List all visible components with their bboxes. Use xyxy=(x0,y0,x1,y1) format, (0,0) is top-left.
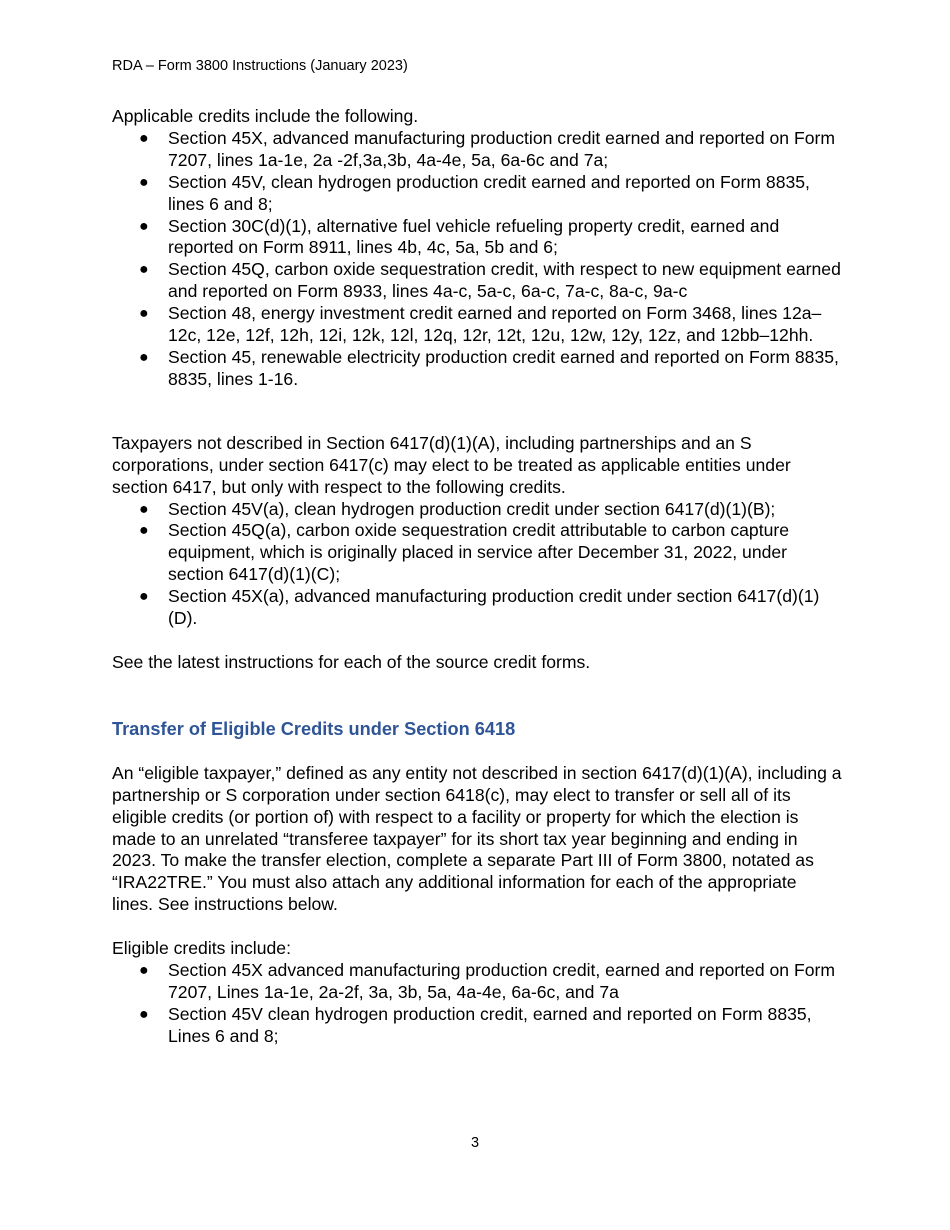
section-heading: Transfer of Eligible Credits under Section 6418 xyxy=(112,718,516,739)
list-item: ● Section 45, renewable electricity production credit earned and reported on Form 8835, 8835, lines 1-16. xyxy=(139,346,839,389)
list-item: ● Section 45X(a), advanced manufacturing production credit under section 6417(d)(1)(D). xyxy=(139,586,820,629)
document-body xyxy=(112,106,842,1048)
list-item: ● Section 30C(d)(1), alternative fuel vehicle refueling property credit, earned and reported on Form 8911, lines 4b, 4c, 5a, 5b and 6; xyxy=(139,215,780,258)
bullet-icon: ● xyxy=(139,173,149,191)
applicable-credits-list xyxy=(112,128,842,391)
list-item: ● Section 45Q, carbon oxide sequestration credit, with respect to new equipment earned and reported on Form 8933, lines 4a-c, 5a-c, 6a-c, 7a-c, 8a-c, 9a-c xyxy=(139,259,841,302)
bullet-icon: ● xyxy=(139,305,149,323)
bullet-icon: ● xyxy=(139,348,149,366)
list-item: ● Section 45V, clean hydrogen production credit earned and reported on Form 8835, lines 6 and 8; xyxy=(139,171,810,214)
eligible-credits-list xyxy=(112,960,842,1048)
bullet-icon: ● xyxy=(139,1005,149,1023)
list-item: ● Section 45V clean hydrogen production credit, earned and reported on Form 8835, Lines 6 and 8; xyxy=(139,1003,812,1046)
bullet-icon: ● xyxy=(139,261,149,279)
bullet-icon: ● xyxy=(139,962,149,980)
eligible-credits-intro: Eligible credits include: xyxy=(112,938,291,959)
bullet-icon: ● xyxy=(139,588,149,606)
transfer-paragraph: An “eligible taxpayer,” defined as any entity not described in section 6417(d)(1)(A), including a partnership or S corporation under section 6418(c), may elect to transfer or sell all of its eligible credits (or portion of) with respect to a facility or property for which the election is made to an unrelated “transferee taxpayer” for its short tax year beginning and ending in 2023. To make the transfer election, complete a separate Part III of Form 3800, notated as “IRA22TRE.” You must also attach any additional information for each of the appropriate lines. See instructions below. xyxy=(112,762,842,915)
applicable-credits-intro: Applicable credits include the following. xyxy=(112,106,419,126)
running-header: RDA – Form 3800 Instructions (January 2023) xyxy=(112,58,408,74)
list-item: ● Section 45X advanced manufacturing production credit, earned and reported on Form 7207, Lines 1a-1e, 2a-2f, 3a, 3b, 5a, 4a-4e, 6a-6c, and 7a xyxy=(139,960,836,1002)
bullet-icon: ● xyxy=(139,522,149,540)
list-item: ● Section 45V(a), clean hydrogen production credit under section 6417(d)(1)(B); xyxy=(139,498,776,519)
page-number: 3 xyxy=(470,1135,480,1151)
see-latest-instructions: See the latest instructions for each of the source credit forms. xyxy=(112,651,591,672)
bullet-icon: ● xyxy=(139,217,149,235)
list-item: ● Section 48, energy investment credit earned and reported on Form 3468, lines 12a–12c, 12e, 12f, 12h, 12i, 12k, 12l, 12q, 12r, 12t, 12u, 12w, 12y, 12z, and 12bb–12hh. xyxy=(139,303,822,346)
elective-credits-list xyxy=(112,499,842,630)
bullet-icon: ● xyxy=(139,129,149,147)
list-item: ● Section 45X, advanced manufacturing production credit earned and reported on Form 7207, lines 1a-1e, 2a -2f,3a,3b, 4a-4e, 5a, 6a-6c and 7a; xyxy=(139,127,836,170)
bullet-icon: ● xyxy=(139,500,149,518)
taxpayers-paragraph: Taxpayers not described in Section 6417(d)(1)(A), including partnerships and an S corporations, under section 6417(c) may elect to be treated as applicable entities under section 6417, but only with respect to the following credits. xyxy=(112,432,791,497)
list-item: ● Section 45Q(a), carbon oxide sequestration credit attributable to carbon capture equipment, which is originally placed in service after December 31, 2022, under section 6417(d)(1)(C); xyxy=(139,520,790,585)
